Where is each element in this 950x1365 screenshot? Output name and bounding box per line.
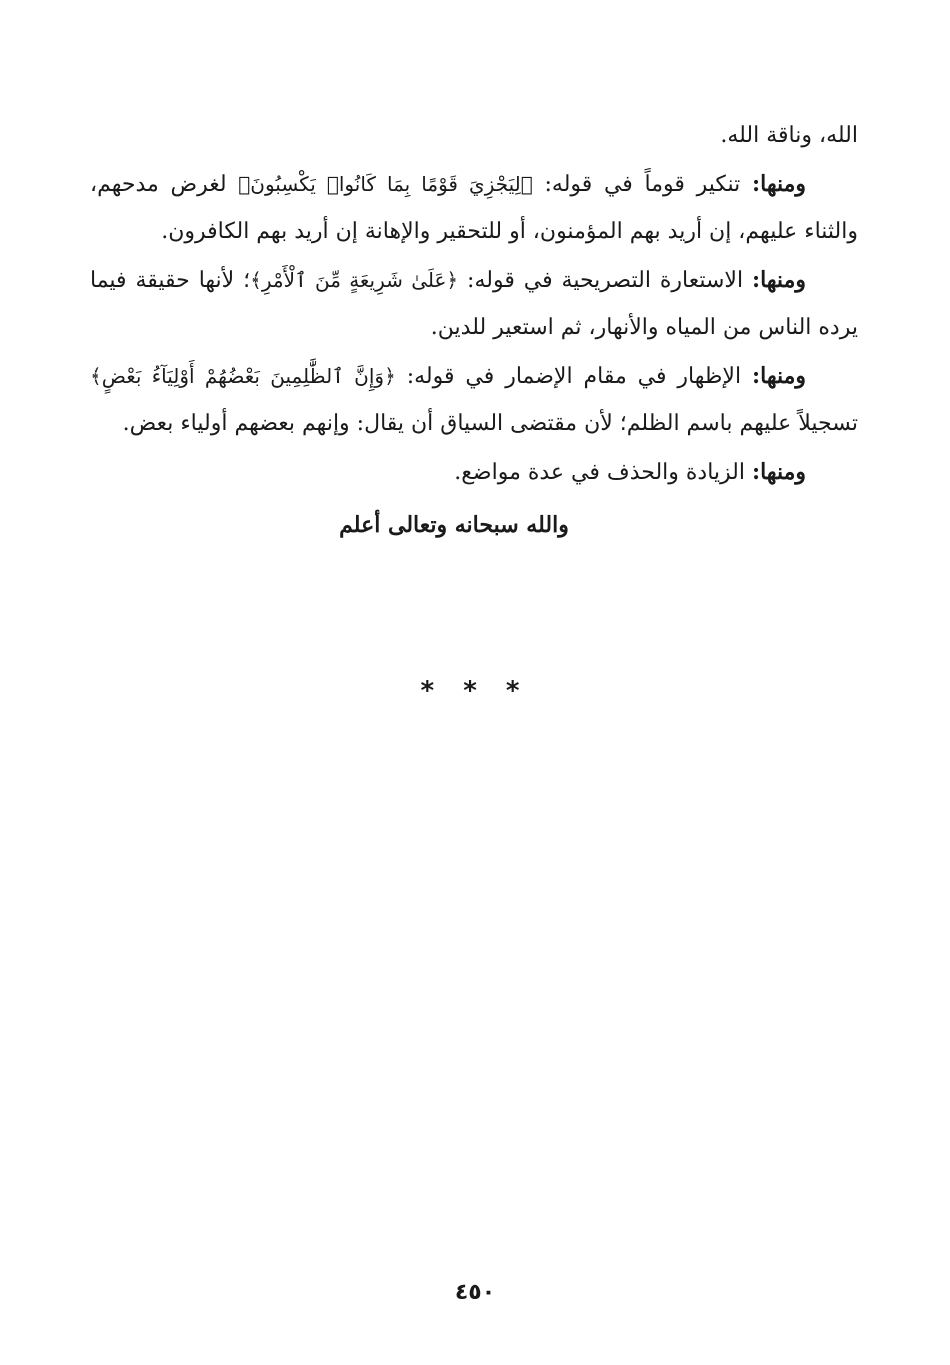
page-number: ٤٥٠	[454, 1280, 496, 1305]
section-divider-stars: * * *	[420, 676, 530, 706]
paragraph-2-after: ؛ لأنها حقيقة فيما يرده الناس من المياه والأنهار، ثم استعير للدين.	[90, 268, 858, 340]
paragraph-4	[90, 449, 858, 496]
closing-line: والله سبحانه وتعالى أعلم	[339, 512, 569, 538]
paragraph-2-before: الاستعارة التصريحية في قوله:	[458, 268, 752, 293]
continuation-text: الله، وناقة الله.	[720, 123, 858, 148]
paragraph-1-lead: ومنها:	[752, 171, 807, 197]
paragraph-continuation	[90, 112, 858, 159]
paragraph-4-after: الزيادة والحذف في عدة مواضع.	[454, 460, 752, 485]
paragraph-1-quran-quote: ﴿لِيَجْزِيَ قَوْمًا بِمَا كَانُوا۟ يَكْسِبُونَ﴾	[238, 172, 533, 196]
page-body	[90, 112, 858, 571]
paragraph-4-lead: ومنها:	[751, 459, 806, 485]
paragraph-3	[90, 353, 858, 447]
paragraph-1	[90, 161, 858, 255]
paragraph-2-quran-quote: ﴿عَلَىٰ شَرِيعَةٍ مِّنَ ٱلْأَمْرِ﴾	[250, 268, 459, 292]
paragraph-3-quran-quote: ﴿وَإِنَّ ٱلظَّٰلِمِينَ بَعْضُهُمْ أَوْلِيَآءُ بَعْضٍ﴾	[90, 364, 396, 388]
paragraph-1-before: تنكير قوماً في قوله:	[532, 172, 752, 197]
paragraph-3-lead: ومنها:	[752, 363, 807, 389]
paragraph-1-after: لغرض مدحهم، والثناء عليهم، إن أريد بهم المؤمنون، أو للتحقير والإهانة إن أريد بهم الكافرون.	[90, 172, 858, 244]
paragraph-2-lead: ومنها:	[751, 267, 806, 293]
paragraph-2	[90, 257, 858, 351]
paragraph-3-before: الإظهار في مقام الإضمار في قوله:	[395, 364, 752, 389]
paragraph-3-after: تسجيلاً عليهم باسم الظلم؛ لأن مقتضى السياق أن يقال: وإنهم بعضهم أولياء بعض.	[122, 411, 858, 436]
